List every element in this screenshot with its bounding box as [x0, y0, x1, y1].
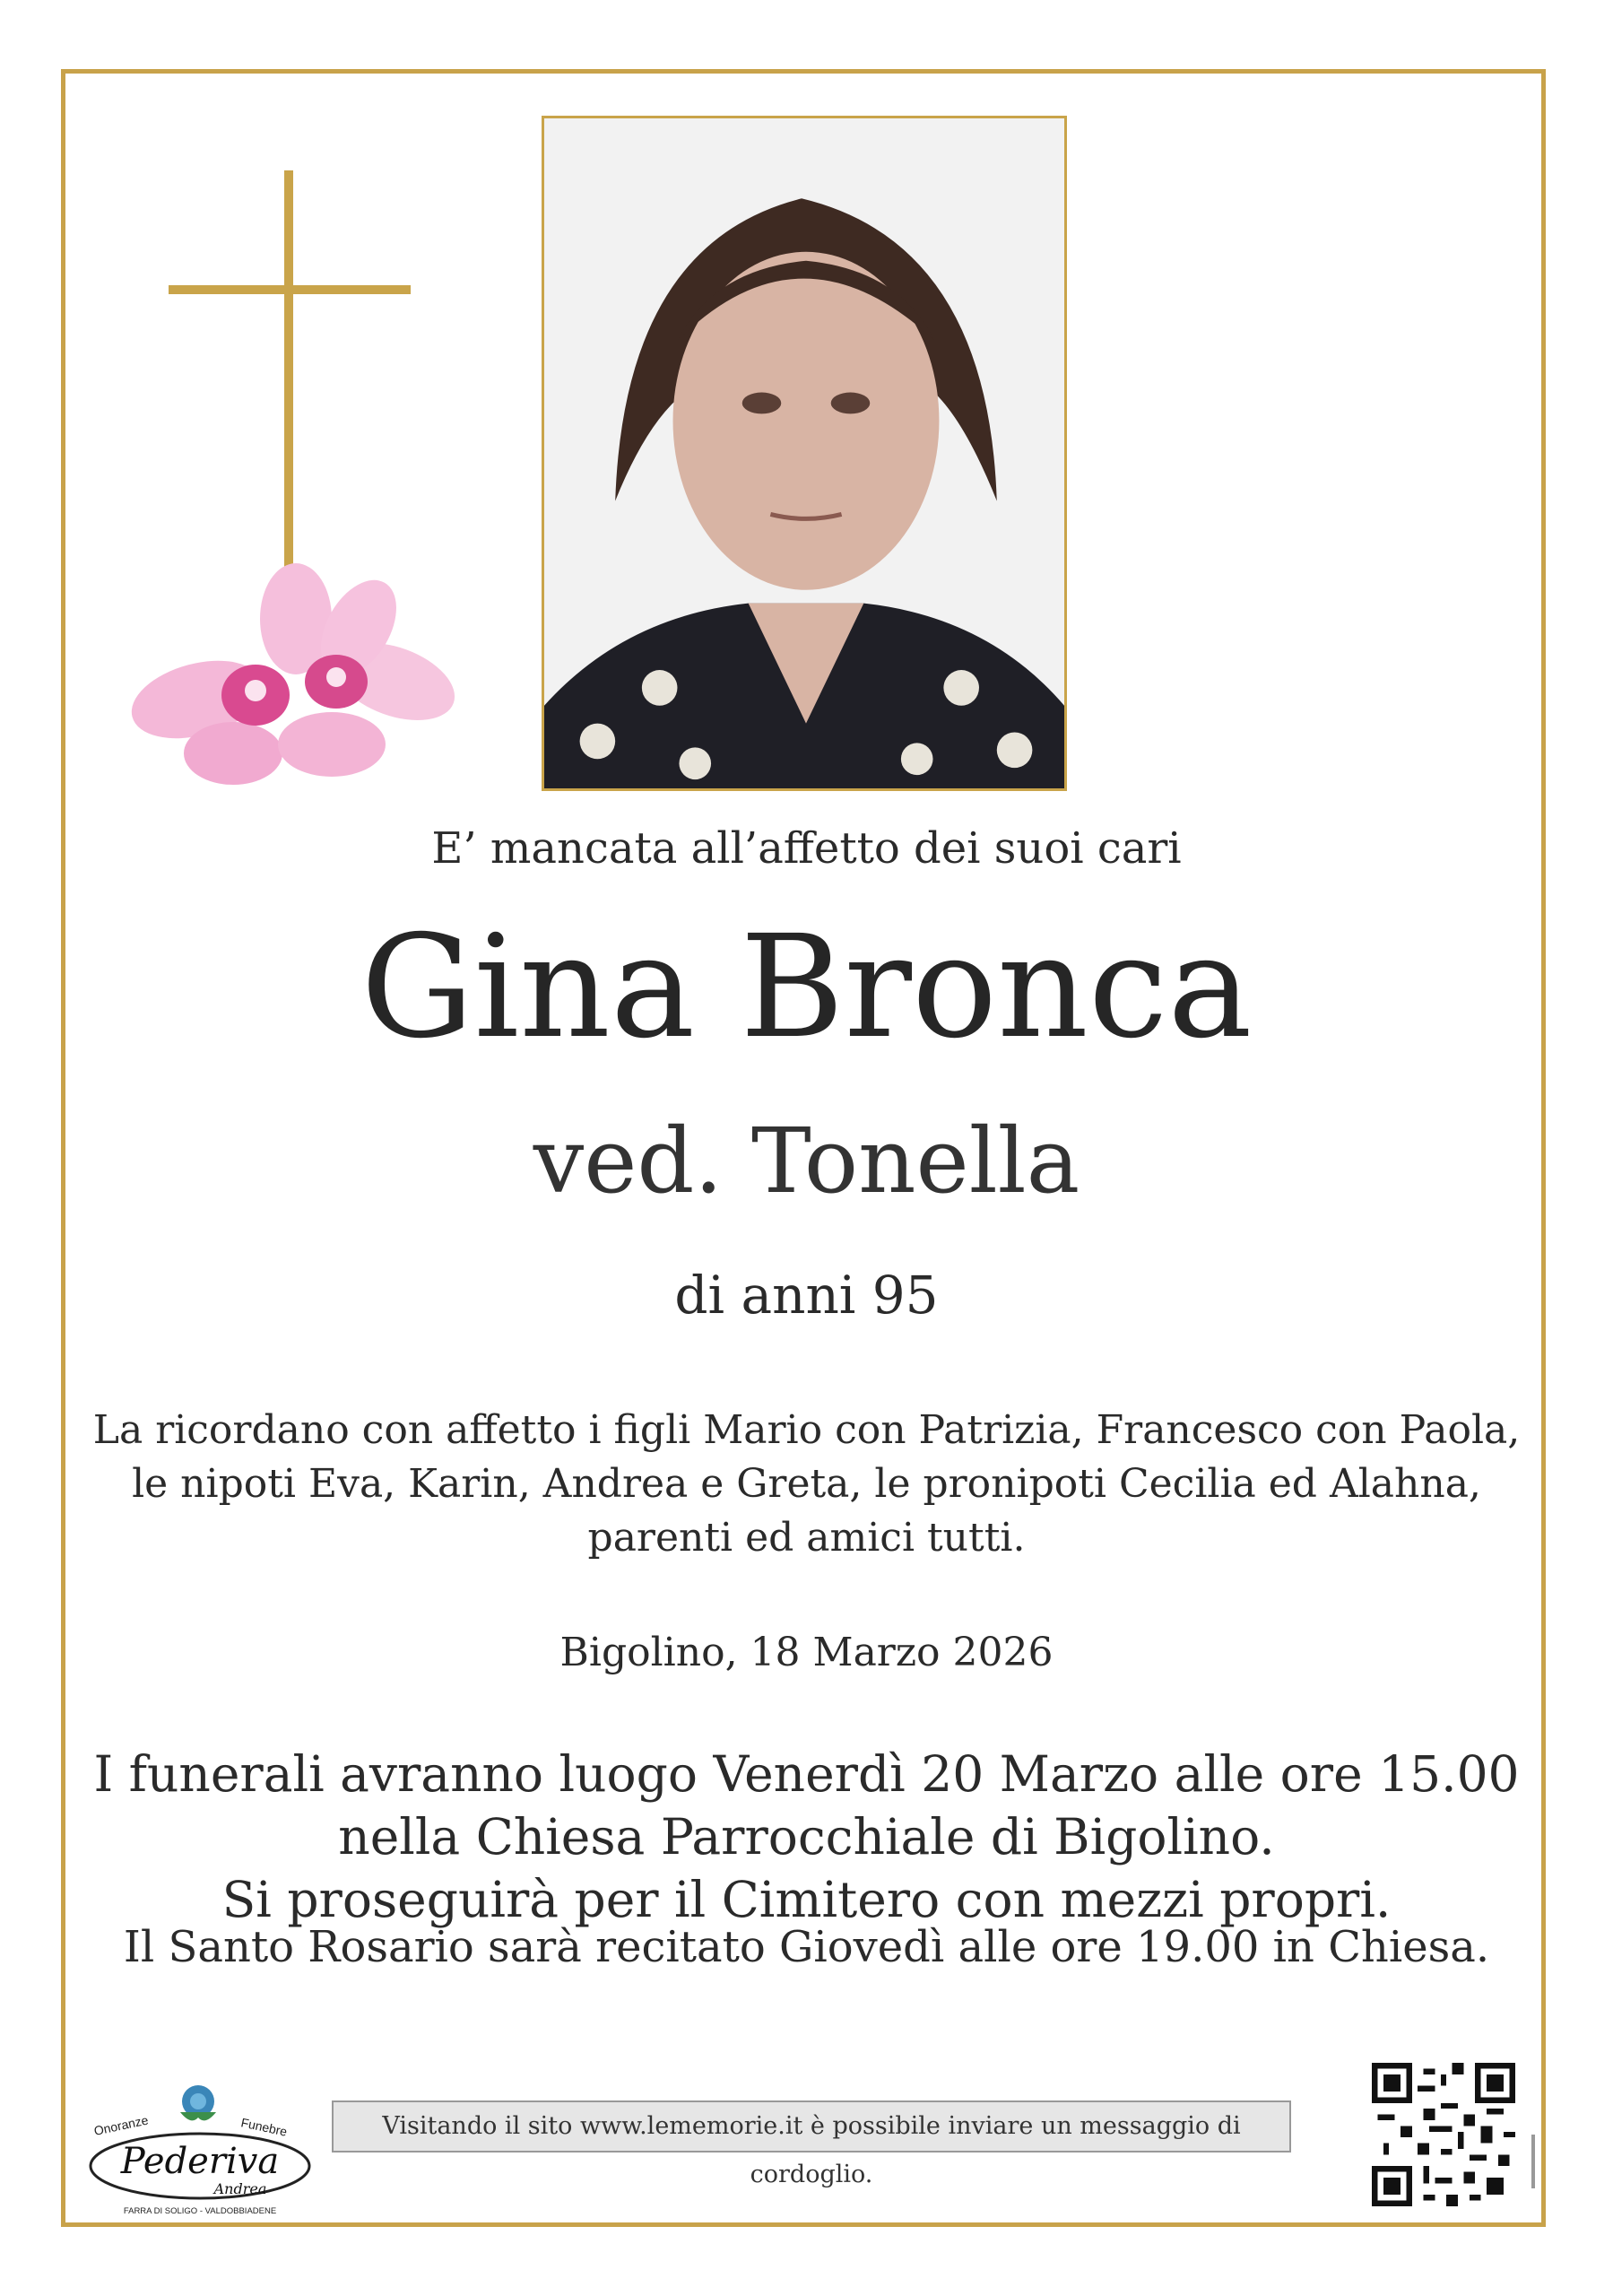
svg-text:Pederiva: Pederiva	[120, 2141, 280, 2182]
condolence-message-banner: Visitando il sito www.lememorie.it è possibile inviare un messaggio di cordoglio.	[332, 2100, 1291, 2152]
svg-text:Onoranze: Onoranze	[92, 2112, 150, 2138]
orchid-icon	[126, 556, 466, 789]
side-mark	[1531, 2135, 1535, 2188]
rose-icon	[180, 2085, 216, 2120]
rosary-text: Il Santo Rosario sarà recitato Giovedì alle ore 19.00 in Chiesa.	[123, 1922, 1490, 1972]
deceased-name: Gina Bronca	[360, 905, 1253, 1070]
family-paragraph	[0, 1404, 1613, 1565]
widow-of-text: ved. Tonella	[533, 1109, 1080, 1213]
funeral-paragraph	[0, 1743, 1613, 1931]
funeral-line: I funerali avranno luogo Venerdì 20 Marzo alle ore 15.00	[93, 1745, 1520, 1803]
age-text: di anni 95	[674, 1265, 939, 1326]
svg-text:FARRA DI SOLIGO - VALDOBBIADEN: FARRA DI SOLIGO - VALDOBBIADENE	[123, 2206, 277, 2216]
funeral-home-logo	[79, 2076, 321, 2220]
family-line: La ricordano con affetto i figli Mario con Patrizia, Francesco con Paola,	[92, 1407, 1521, 1453]
portrait-photo	[542, 116, 1067, 791]
family-line: le nipoti Eva, Karin, Andrea e Greta, le pronipoti Cecilia ed Alahna,	[132, 1461, 1481, 1507]
family-line: parenti ed amici tutti.	[587, 1515, 1026, 1561]
place-date: Bigolino, 18 Marzo 2026	[559, 1630, 1054, 1675]
funeral-line: nella Chiesa Parrocchiale di Bigolino.	[338, 1808, 1275, 1866]
funeral-line: Si proseguirà per il Cimitero con mezzi propri.	[221, 1871, 1392, 1928]
svg-text:Andrea: Andrea	[213, 2180, 267, 2197]
intro-text: E’ mancata all’affetto dei suoi cari	[431, 823, 1182, 874]
qr-code-icon[interactable]	[1372, 2063, 1515, 2206]
svg-text:Funebre: Funebre	[239, 2115, 289, 2139]
